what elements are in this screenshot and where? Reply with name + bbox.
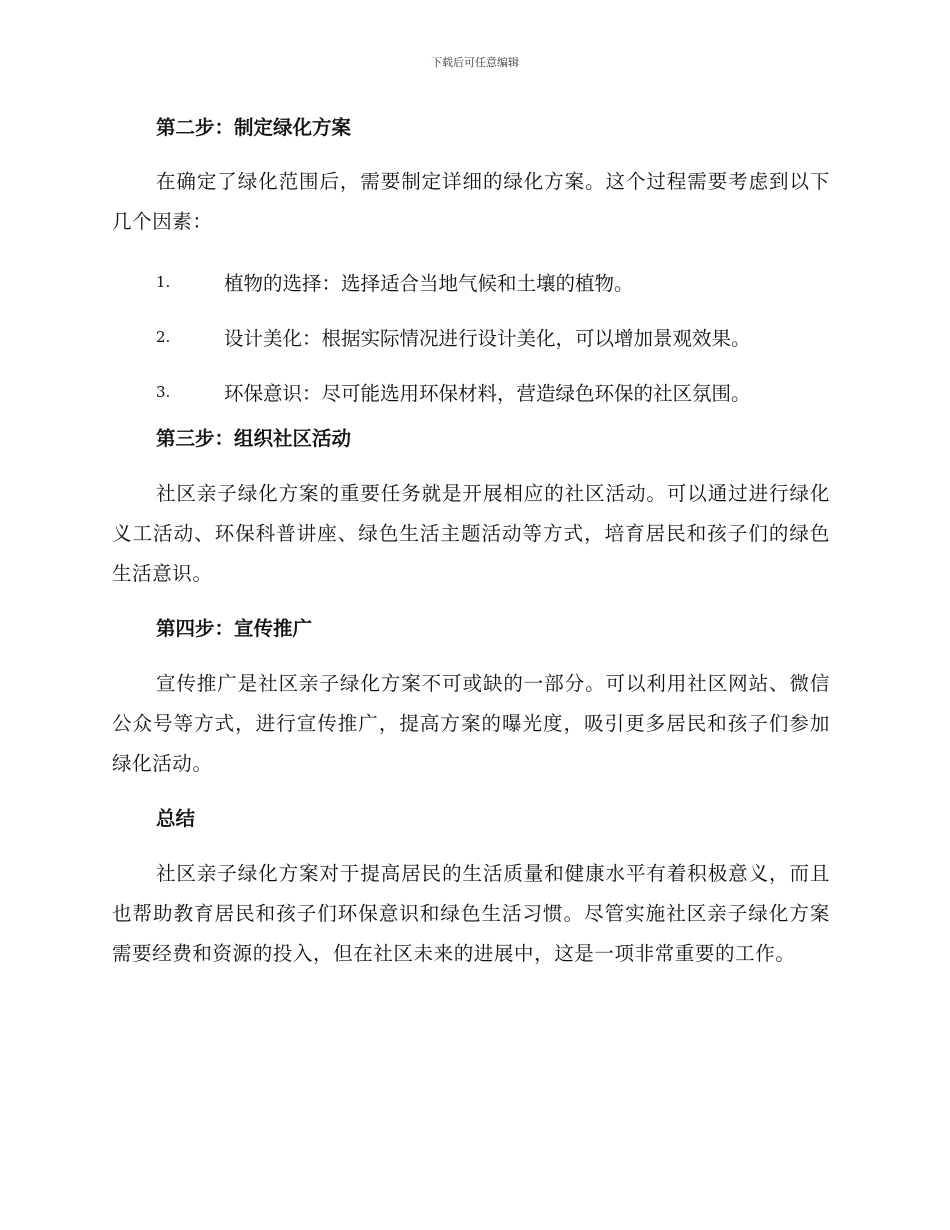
section-heading: 总结 (156, 807, 196, 830)
section-heading: 第四步：宣传推广 (156, 617, 313, 640)
list-number: 1. (156, 272, 171, 291)
list-text: 设计美化：根据实际情况进行设计美化，可以增加景观效果。 (224, 326, 751, 350)
document-body (112, 108, 830, 974)
section-heading: 第三步：组织社区活动 (156, 427, 352, 450)
section-paragraph: 宣传推广是社区亲子绿化方案不可或缺的一部分。可以利用社区网站、微信公众号等方式，进行宣传推广，提高方案的曝光度，吸引更多居民和孩子们参加绿化活动。 (112, 672, 830, 775)
section-paragraph: 社区亲子绿化方案的重要任务就是开展相应的社区活动。可以通过进行绿化义工活动、环保科普讲座、绿色生活主题活动等方式，培育居民和孩子们的绿色生活意识。 (112, 482, 830, 585)
factor-list (112, 254, 830, 419)
header-note: 下载后可任意编辑 (431, 56, 519, 69)
section-paragraph: 在确定了绿化范围后，需要制定详细的绿化方案。这个过程需要考虑到以下几个因素： (112, 170, 830, 233)
list-item (112, 364, 830, 419)
list-text: 植物的选择：选择适合当地气候和土壤的植物。 (224, 271, 634, 295)
list-number: 3. (156, 382, 171, 401)
list-item (112, 309, 830, 364)
section-heading: 第二步：制定绿化方案 (156, 116, 352, 139)
section-paragraph: 社区亲子绿化方案对于提高居民的生活质量和健康水平有着积极意义，而且也帮助教育居民和孩子们环保意识和绿色生活习惯。尽管实施社区亲子绿化方案需要经费和资源的投入，但在社区未来的进展中，这是一项非常重要的工作。 (112, 862, 830, 965)
list-text: 环保意识：尽可能选用环保材料，营造绿色环保的社区氛围。 (224, 381, 751, 405)
list-number: 2. (156, 327, 171, 346)
list-item (112, 254, 830, 309)
